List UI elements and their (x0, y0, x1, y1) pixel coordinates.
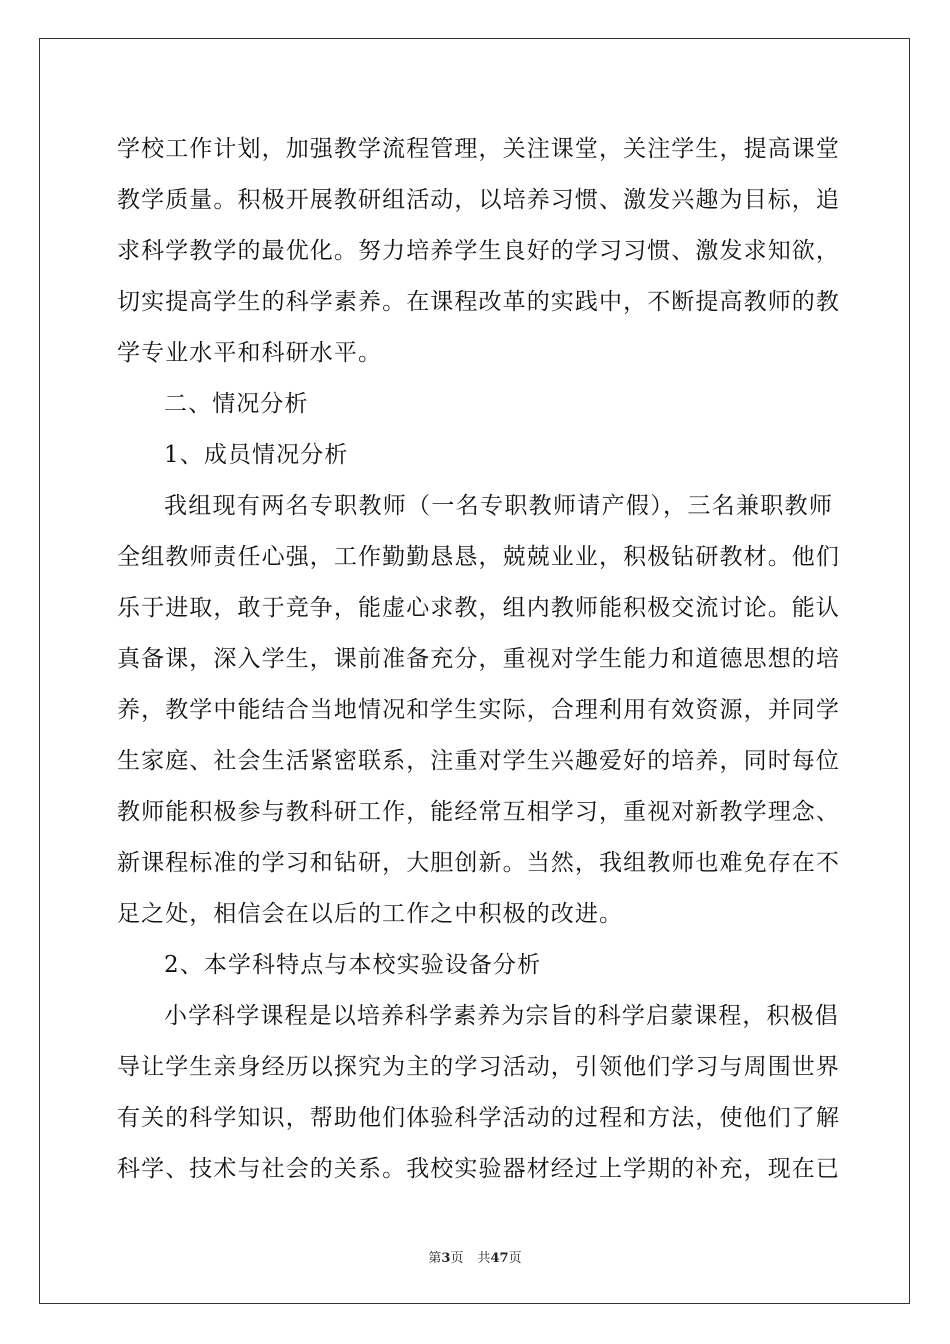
page-prefix: 第 (428, 1251, 442, 1266)
text-line: 我组现有两名专职教师（一名专职教师请产假），三名兼职教师 (164, 493, 833, 519)
text-line: 新课程标准的学习和钻研，大胆创新。当然，我组教师也难免存在不 (117, 850, 840, 876)
text-line: 教师能积极参与教科研工作，能经常互相学习，重视对新教学理念、 (117, 799, 840, 825)
text-line: 学校工作计划，加强教学流程管理，关注课堂，关注学生，提高课堂 (117, 136, 840, 162)
text-line: 全组教师责任心强，工作勤勤恳恳，兢兢业业，积极钻研教材。他们 (117, 544, 840, 570)
subsection-heading: 2、本学科特点与本校实验设备分析 (164, 952, 542, 978)
text-line: 教学质量。积极开展教研组活动，以培养习惯、激发兴趣为目标，追 (117, 187, 840, 213)
text-line: 求科学教学的最优化。努力培养学生良好的学习习惯、激发求知欲， (117, 238, 840, 264)
document-body (117, 124, 840, 1195)
total-prefix: 共 (477, 1251, 491, 1266)
subsection-heading: 1、成员情况分析 (164, 442, 349, 468)
text-line: 科学、技术与社会的关系。我校实验器材经过上学期的补充，现在已 (117, 1156, 840, 1182)
text-line: 养，教学中能结合当地情况和学生实际，合理利用有效资源，并同学 (117, 697, 840, 723)
total-suffix: 页 (508, 1251, 522, 1266)
text-line: 生家庭、社会生活紧密联系，注重对学生兴趣爱好的培养，同时每位 (117, 748, 840, 774)
text-line: 乐于进取，敢于竞争，能虚心求教，组内教师能积极交流讨论。能认 (117, 595, 840, 621)
text-line: 切实提高学生的科学素养。在课程改革的实践中，不断提高教师的教 (117, 289, 840, 315)
text-line: 小学科学课程是以培养科学素养为宗旨的科学启蒙课程，积极倡 (164, 1003, 839, 1029)
section-heading: 二、情况分析 (164, 391, 309, 417)
page-suffix: 页 (450, 1251, 464, 1266)
text-line: 真备课，深入学生，课前准备充分，重视对学生能力和道德思想的培 (117, 646, 840, 672)
text-line: 导让学生亲身经历以探究为主的学习活动，引领他们学习与周围世界 (117, 1054, 840, 1080)
page-footer (0, 1247, 950, 1266)
page-number: 3 (441, 1251, 451, 1266)
text-line: 学专业水平和科研水平。 (117, 340, 383, 366)
text-line: 足之处，相信会在以后的工作之中积极的改进。 (117, 901, 624, 927)
total-pages: 47 (490, 1251, 509, 1266)
text-line: 有关的科学知识，帮助他们体验科学活动的过程和方法，使他们了解 (117, 1105, 840, 1131)
